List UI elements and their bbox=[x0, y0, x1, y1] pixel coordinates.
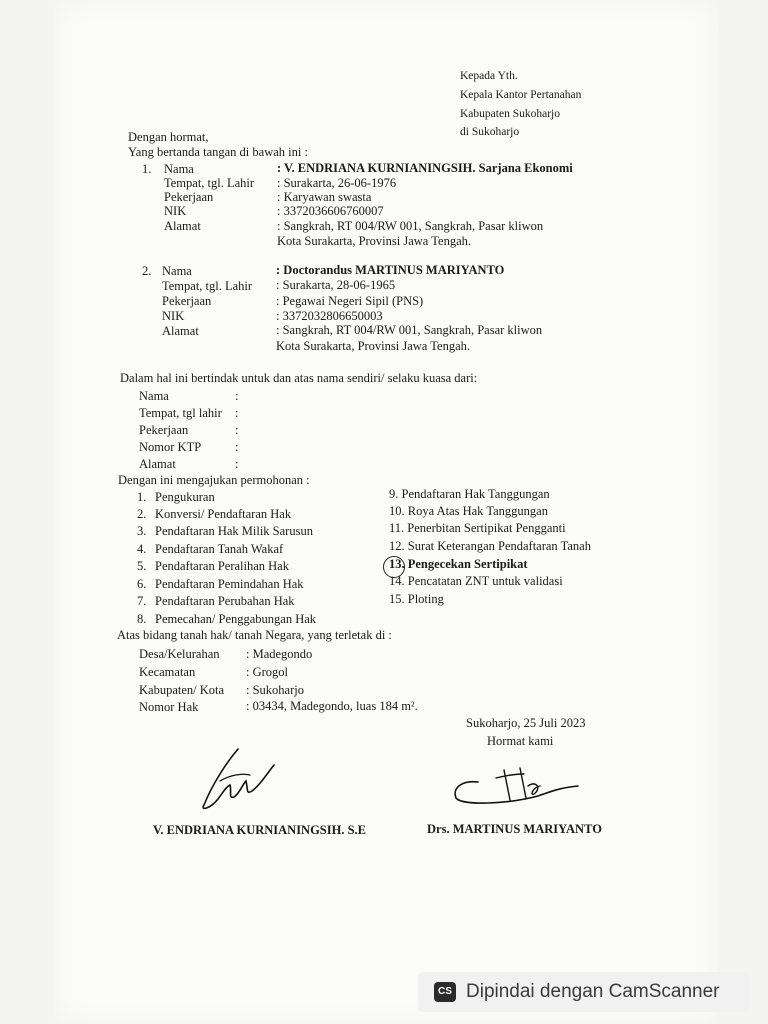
person1-label-pekerjaan: Pekerjaan bbox=[164, 190, 214, 204]
person1-alamat-cont: Kota Surakarta, Provinsi Jawa Tengah. bbox=[277, 234, 471, 248]
request-item: Pengukuran bbox=[155, 490, 215, 504]
person1-ttl: : Surakarta, 26-06-1976 bbox=[277, 176, 397, 190]
person2-pekerjaan: : Pegawai Negeri Sipil (PNS) bbox=[276, 294, 424, 308]
proxy-colon: : bbox=[235, 406, 239, 420]
signer-1-name: V. ENDRIANA KURNIANINGSIH. S.E bbox=[153, 823, 367, 837]
land-label-desa: Desa/Kelurahan bbox=[139, 647, 220, 661]
person1-label-alamat: Alamat bbox=[164, 219, 201, 233]
proxy-label-alamat: Alamat bbox=[139, 457, 176, 471]
request-intro: Dengan ini mengajukan permohonan : bbox=[118, 473, 310, 487]
proxy-label-pekerjaan: Pekerjaan bbox=[139, 423, 189, 437]
request-num: 8. bbox=[137, 612, 147, 626]
request-item: Pendaftaran Hak Milik Sarusun bbox=[155, 524, 313, 538]
person1-alamat: : Sangkrah, RT 004/RW 001, Sangkrah, Pasar kliwon bbox=[277, 219, 544, 233]
request-num: 5. bbox=[137, 559, 147, 573]
land-desa: : Madegondo bbox=[246, 647, 313, 661]
person1-pekerjaan: : Karyawan swasta bbox=[277, 190, 372, 204]
place-date: Sukoharjo, 25 Juli 2023 bbox=[466, 716, 586, 730]
request-num: 6. bbox=[137, 577, 147, 591]
acting-text: Dalam hal ini bertindak untuk dan atas nama sendiri/ selaku kuasa dari: bbox=[120, 371, 478, 385]
person2-nik: : 3372032806650003 bbox=[276, 309, 383, 323]
request-item-selected: 13. Pengecekan Sertipikat bbox=[389, 557, 528, 571]
signature-1-icon bbox=[190, 745, 300, 815]
greeting: Dengan hormat, bbox=[128, 130, 209, 144]
land-nomor-hak: : 03434, Madegondo, luas 184 m². bbox=[246, 699, 418, 713]
request-num: 4. bbox=[137, 542, 147, 556]
proxy-colon: : bbox=[235, 423, 239, 437]
request-item: Konversi/ Pendaftaran Hak bbox=[155, 507, 292, 521]
camscanner-badge bbox=[418, 972, 750, 1012]
person2-label-pekerjaan: Pekerjaan bbox=[162, 294, 212, 308]
person1-label-nama: Nama bbox=[164, 162, 194, 176]
request-item: 11. Penerbitan Sertipikat Pengganti bbox=[389, 521, 566, 535]
person2-label-ttl: Tempat, tgl. Lahir bbox=[162, 279, 253, 293]
land-label-kecamatan: Kecamatan bbox=[139, 665, 196, 679]
proxy-label-ttl: Tempat, tgl lahir bbox=[139, 406, 222, 420]
request-item: 10. Roya Atas Hak Tanggungan bbox=[389, 504, 548, 518]
person1-number: 1. bbox=[142, 162, 152, 176]
addressee-line: Kabupaten Sukoharjo bbox=[460, 108, 560, 120]
camscanner-text: Dipindai dengan CamScanner bbox=[466, 981, 720, 1002]
camscanner-logo-icon: CS bbox=[434, 982, 456, 1002]
person2-alamat-cont: Kota Surakarta, Provinsi Jawa Tengah. bbox=[276, 339, 470, 353]
closing: Hormat kami bbox=[487, 734, 554, 748]
request-num: 7. bbox=[137, 594, 147, 608]
proxy-colon: : bbox=[235, 440, 239, 454]
proxy-colon: : bbox=[235, 389, 239, 403]
intro-text: Yang bertanda tangan di bawah ini : bbox=[128, 145, 308, 159]
request-item: 9. Pendaftaran Hak Tanggungan bbox=[389, 487, 550, 501]
request-num: 1. bbox=[137, 490, 147, 504]
person2-nama: : Doctorandus MARTINUS MARIYANTO bbox=[276, 263, 505, 277]
request-item: Pendaftaran Peralihan Hak bbox=[155, 559, 289, 573]
addressee-line: di Sukoharjo bbox=[460, 126, 520, 138]
land-intro: Atas bidang tanah hak/ tanah Negara, yang terletak di : bbox=[117, 628, 392, 642]
proxy-label-nama: Nama bbox=[139, 389, 169, 403]
request-item: 12. Surat Keterangan Pendaftaran Tanah bbox=[389, 539, 591, 553]
person1-label-ttl: Tempat, tgl. Lahir bbox=[164, 176, 255, 190]
person2-alamat: : Sangkrah, RT 004/RW 001, Sangkrah, Pasar kliwon bbox=[276, 323, 543, 337]
land-kecamatan: : Grogol bbox=[246, 665, 289, 679]
person1-nama: : V. ENDRIANA KURNIANINGSIH. Sarjana Ekonomi bbox=[277, 161, 573, 175]
request-num: 3. bbox=[137, 524, 147, 538]
person2-label-nik: NIK bbox=[162, 309, 185, 323]
request-num: 2. bbox=[137, 507, 147, 521]
addressee-line: Kepada Yth. bbox=[460, 70, 518, 82]
land-label-kabupaten: Kabupaten/ Kota bbox=[139, 683, 225, 697]
request-item: Pendaftaran Pemindahan Hak bbox=[155, 577, 304, 591]
signer-2-name: Drs. MARTINUS MARIYANTO bbox=[427, 822, 602, 836]
proxy-colon: : bbox=[235, 457, 239, 471]
request-item: 15. Ploting bbox=[389, 592, 444, 606]
person1-label-nik: NIK bbox=[164, 204, 187, 218]
person2-label-nama: Nama bbox=[162, 264, 192, 278]
signature-2-icon bbox=[448, 762, 583, 810]
person1-nik: : 3372036606760007 bbox=[277, 204, 384, 218]
person2-ttl: : Surakarta, 28-06-1965 bbox=[276, 278, 396, 292]
request-item: 14. Pencatatan ZNT untuk validasi bbox=[389, 574, 563, 588]
proxy-label-ktp: Nomor KTP bbox=[139, 440, 202, 454]
person2-label-alamat: Alamat bbox=[162, 324, 199, 338]
land-kabupaten: : Sukoharjo bbox=[246, 683, 304, 697]
request-item: Pendaftaran Tanah Wakaf bbox=[155, 542, 284, 556]
person2-number: 2. bbox=[142, 264, 152, 278]
request-item: Pemecahan/ Penggabungan Hak bbox=[155, 612, 317, 626]
request-item: Pendaftaran Perubahan Hak bbox=[155, 594, 295, 608]
land-label-nomor-hak: Nomor Hak bbox=[139, 700, 199, 714]
addressee-line: Kepala Kantor Pertanahan bbox=[460, 89, 582, 101]
